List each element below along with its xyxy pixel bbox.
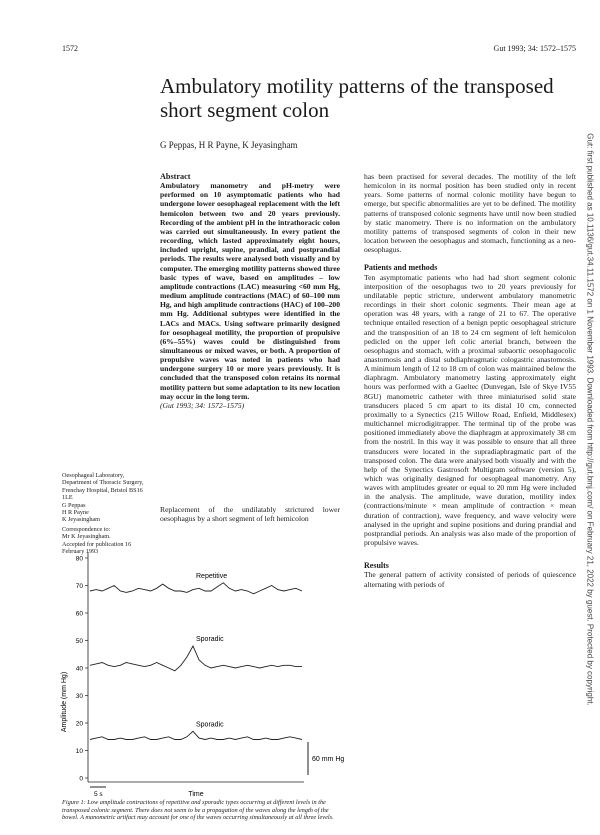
y-tick-label: 70 <box>75 583 83 590</box>
methods-heading: Patients and methods <box>364 263 438 273</box>
time-scale-label: 5 s <box>94 791 103 797</box>
right-column <box>364 172 576 589</box>
y-tick-label: 10 <box>75 748 83 755</box>
abstract-citation: (Gut 1993; 34: 1572–1575) <box>160 400 245 410</box>
y-tick-label: 0 <box>79 775 83 783</box>
side-banner <box>585 40 595 800</box>
page-number: 1572 <box>62 44 78 53</box>
series-label-3: Sporadic <box>196 721 224 729</box>
y-tick-label: 60 <box>75 610 83 618</box>
series-line-2 <box>90 646 302 671</box>
intro-left: Replacement of the undilatably strictured lower oesophagus by a short segment of left hemicolon <box>160 505 340 524</box>
y-tick-label: 40 <box>75 665 83 673</box>
results-body: The general pattern of activity consisted of periods of quiescence alternating with periods of <box>364 570 576 589</box>
affiliation-dept: Oesophageal Laboratory, Department of Thoracic Surgery, Frenchay Hospital, Bristol BS16 1LE <box>62 472 144 502</box>
intro-right: has been practised for several decades. The motility of the left hemicolon in its normal position has been studied only in recent years. Some patterns of normal colonic motility have begun to emerge, but specific abnormalities are yet to be defined. The motility patterns of transposed colonic segments have until now been studied by static manometry. There is no information on the ambulatory motility patterns of transposed segments of colon in their new location between the oesophagus and stomach, functioning as a neo-oesophagus. <box>364 172 576 255</box>
y-tick-label: 80 <box>75 555 83 563</box>
y-tick-label: 50 <box>75 638 83 645</box>
y-tick-label: 30 <box>75 693 83 700</box>
figure-1 <box>56 542 350 797</box>
correspondence-name: Mr K Jeyasingham. <box>62 533 111 541</box>
methods-body: Ten asymptomatic patients who had had short segment colonic interposition of the oesophagus two to 20 years previously for undilatable peptic stricture, underwent ambulatory manometric recordings in their short colonic segments. Their mean age at operation was 48 years, with a range of 21 to 67. The operative technique entailed resection of a benign peptic oesophageal stricture and the transposition of an 18 to 24 cm segment of left hemicolon pedicled on the upper left colic arterial branch, between the oesophagus and stomach, with a proximal subaortic oesophagocolic anastomosis and a distal subdiaphragmatic cologastric anastomosis. A minimum length of 12 to 18 cm of colon was maintained below the diaphragm. Ambulatory manometry lasting approximately eight hours was performed with a Gaeltec (Dunvegan, Isle of Skye IV55 8GU) manometric catheter with three miniaturised solid state transducers placed 5 cm apart to its distal 10 cm, connected proximally to a Synectics (215 Willow Road, Enfield, Middlesex) multichannel microdigitrapper. The terminal tip of the probe was positioned immediately above the diaphragm at approximately 38 cm from the nostril. In this way it was possible to ensure that all three transducers were located in the supradiaphragmatic part of the transposed colon. The data were analysed both visually and with the help of the Synectics Gastrosoft Multigram software (version 5), which was originally designed for oesophageal manometry. Any waves with amplitudes greater or equal to 20 mm Hg were included in the analysis. The amplitude, wave duration, motility index (contractions/minute × mean amplitude of contraction × mean duration of contraction), wave frequency, and wave velocity were analysed in the upright and supine positions and during prandial and postprandial periods. An analysis was also made of the proportion of propulsive waves. <box>364 272 576 548</box>
authors: G Peppas, H R Payne, K Jeyasingham <box>160 140 298 150</box>
affiliation-staff-1: G Peppas <box>62 501 86 509</box>
abstract <box>160 172 340 410</box>
article-title: Ambulatory motility patterns of the transposed short segment colon <box>160 74 554 122</box>
results-heading: Results <box>364 561 389 571</box>
abstract-heading: Abstract <box>160 172 191 181</box>
x-axis-label: Time <box>188 791 204 797</box>
correspondence-label: Correspondence to: <box>62 525 111 533</box>
series-line-3 <box>90 731 302 739</box>
abstract-body: Ambulatory manometry and pH-metry were performed on 10 asymptomatic patients who had undergone lower oesophageal replacement with the left hemicolon between two and 20 years previously. Recording of the ambient pH in the intrathoracic colon was carried out simultaneously. In every patient the recording, which lasted approximately eight hours, included upright, supine, prandial, and postprandial periods. The results were analysed both visually and by computer. The emerging motility patterns showed three basic types of wave, based on amplitudes – low amplitude contractions (LAC) measuring <60 mm Hg, medium amplitude contractions (MAC) of 60–100 mm Hg, and high amplitude contractions (HAC) of 100–200 mm Hg. Additional subtypes were identified in the LACs and MACs. Using software primarily designed for oesophageal motility, the proportion of propulsive (6%–55%) waves could be distinguished from simultaneous or mixed waves, or both. A proportion of propulsive waves was noted in patients who had undergone surgery 10 or more years previously. It is concluded that the transposed colon retains its normal motility pattern but some adaptation to its new location may occur in the long term. <box>160 181 340 401</box>
y-axis-label: Amplitude (mm Hg) <box>61 671 68 733</box>
amplitude-scale-label: 60 mm Hg <box>312 756 345 763</box>
accepted-date: Accepted for publication 16 February 1993 <box>62 540 132 556</box>
series-label-2: Sporadic <box>196 636 224 643</box>
y-tick-label: 20 <box>75 720 83 728</box>
side-banner-text: Gut: first published as 10.1136/gut.34.11.1572 on 1 November 1993. Downloaded from http://gut.bmj.com/ on February 21, 2022 by guest. Protected by copyright. <box>585 133 595 706</box>
journal-citation: Gut 1993; 34: 1572–1575 <box>493 44 576 53</box>
series-line-1 <box>90 583 302 594</box>
affiliation-staff-2: H R Payne <box>62 509 89 517</box>
series-label-1: Repetitive <box>196 572 228 580</box>
figure-caption: Figure 1: Low amplitude contractions of repetitive and sporadic types occurring at different levels in the transposed colonic segment. There does not seem to be a propagation of the waves along the length of the bowel. A manometric artifact may account for one of the waves occurring simultaneously at all three levels. <box>62 799 334 822</box>
affiliation-staff-3: K Jeyasingham <box>62 516 100 524</box>
